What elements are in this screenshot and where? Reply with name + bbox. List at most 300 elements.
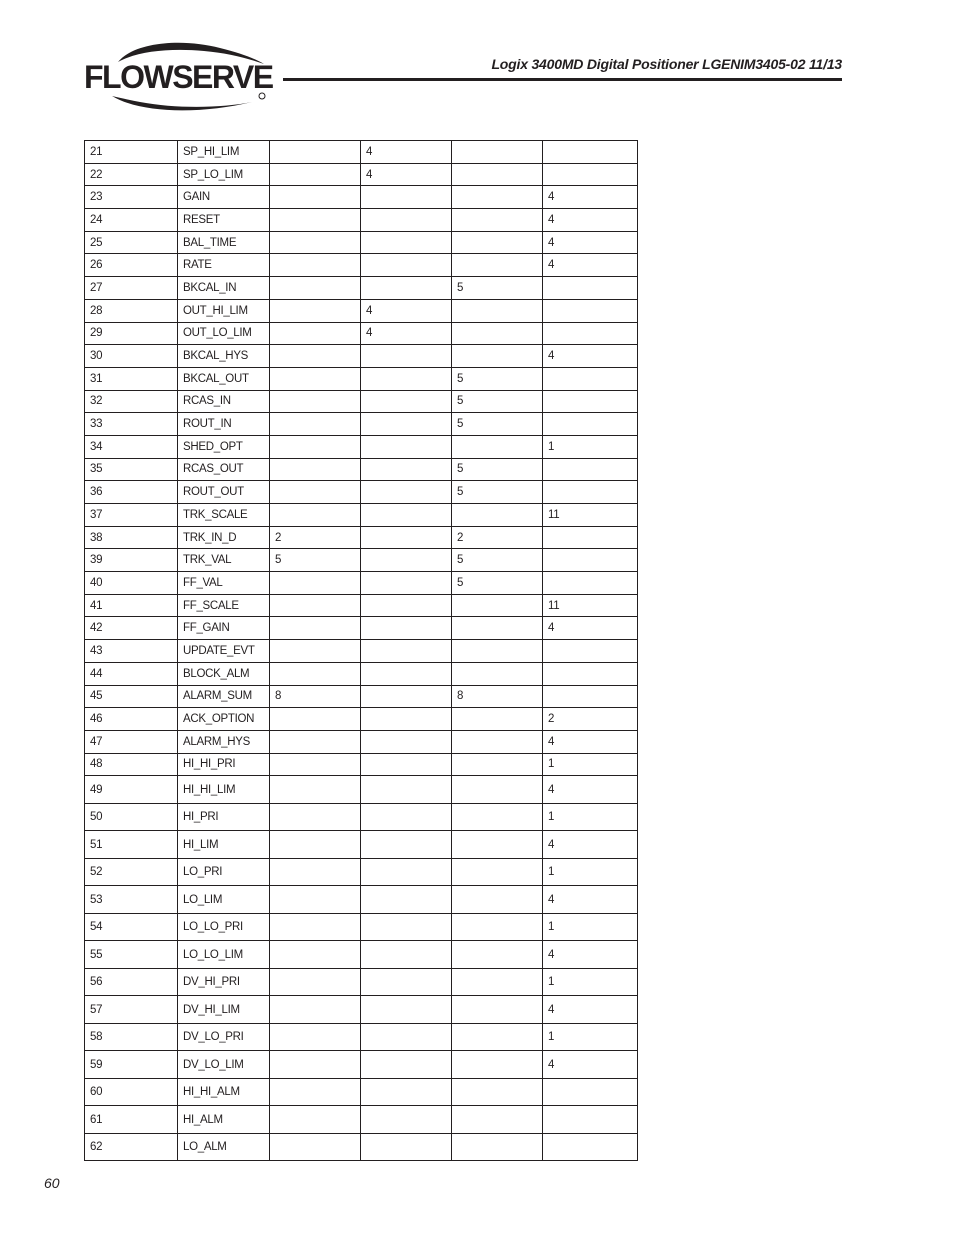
table-row — [85, 803, 638, 831]
view-3-cell — [452, 708, 543, 731]
view-1-cell — [270, 640, 361, 663]
view-3-cell — [452, 776, 543, 804]
view-3-cell: 5 — [452, 458, 543, 481]
view-1-cell — [270, 753, 361, 776]
parameter-name-cell: BKCAL_OUT — [178, 367, 270, 390]
view-1-cell — [270, 572, 361, 595]
index-cell: 60 — [85, 1078, 178, 1106]
view-3-cell — [452, 662, 543, 685]
view-4-cell: 1 — [543, 1023, 638, 1051]
view-2-cell — [361, 662, 452, 685]
index-cell: 29 — [85, 322, 178, 345]
parameter-name-cell: ALARM_HYS — [178, 730, 270, 753]
view-4-cell — [543, 685, 638, 708]
index-cell: 43 — [85, 640, 178, 663]
view-3-cell — [452, 730, 543, 753]
table-row — [85, 367, 638, 390]
view-4-cell — [543, 640, 638, 663]
view-1-cell — [270, 858, 361, 886]
view-2-cell — [361, 549, 452, 572]
view-4-cell: 4 — [543, 345, 638, 368]
view-1-cell — [270, 776, 361, 804]
view-2-cell — [361, 640, 452, 663]
view-3-cell — [452, 322, 543, 345]
view-2-cell — [361, 831, 452, 859]
index-cell: 53 — [85, 886, 178, 914]
view-4-cell — [543, 367, 638, 390]
view-2-cell — [361, 1051, 452, 1079]
view-2-cell: 4 — [361, 163, 452, 186]
parameter-name-cell: LO_LIM — [178, 886, 270, 914]
view-2-cell — [361, 254, 452, 277]
index-cell: 58 — [85, 1023, 178, 1051]
view-1-cell — [270, 458, 361, 481]
view-3-cell — [452, 1023, 543, 1051]
view-3-cell — [452, 1051, 543, 1079]
view-1-cell — [270, 941, 361, 969]
table-row — [85, 435, 638, 458]
view-3-cell — [452, 504, 543, 527]
view-4-cell: 4 — [543, 209, 638, 232]
index-cell: 54 — [85, 913, 178, 941]
parameter-name-cell: ROUT_OUT — [178, 481, 270, 504]
view-2-cell: 4 — [361, 299, 452, 322]
svg-text:FLOWSERVE: FLOWSERVE — [84, 59, 273, 95]
table-row — [85, 968, 638, 996]
parameter-name-cell: RATE — [178, 254, 270, 277]
parameter-name-cell: BLOCK_ALM — [178, 662, 270, 685]
table-row — [85, 886, 638, 914]
view-2-cell — [361, 1078, 452, 1106]
view-1-cell — [270, 413, 361, 436]
view-3-cell — [452, 141, 543, 164]
view-4-cell: 4 — [543, 941, 638, 969]
index-cell: 38 — [85, 526, 178, 549]
table-row — [85, 299, 638, 322]
parameter-name-cell: HI_ALM — [178, 1106, 270, 1134]
view-2-cell — [361, 526, 452, 549]
view-3-cell — [452, 617, 543, 640]
index-cell: 56 — [85, 968, 178, 996]
view-1-cell: 8 — [270, 685, 361, 708]
view-3-cell — [452, 435, 543, 458]
table-row — [85, 277, 638, 300]
view-4-cell: 1 — [543, 913, 638, 941]
table-row — [85, 209, 638, 232]
index-cell: 57 — [85, 996, 178, 1024]
view-2-cell — [361, 367, 452, 390]
parameter-name-cell: ROUT_IN — [178, 413, 270, 436]
table-row — [85, 776, 638, 804]
index-cell: 52 — [85, 858, 178, 886]
parameter-name-cell: OUT_LO_LIM — [178, 322, 270, 345]
view-2-cell — [361, 231, 452, 254]
view-4-cell: 1 — [543, 435, 638, 458]
view-4-cell: 4 — [543, 886, 638, 914]
view-2-cell — [361, 209, 452, 232]
view-1-cell — [270, 996, 361, 1024]
view-4-cell: 4 — [543, 186, 638, 209]
view-2-cell: 4 — [361, 322, 452, 345]
view-2-cell — [361, 413, 452, 436]
index-cell: 51 — [85, 831, 178, 859]
index-cell: 41 — [85, 594, 178, 617]
view-4-cell — [543, 481, 638, 504]
parameter-table-body — [85, 141, 638, 1161]
view-4-cell: 1 — [543, 968, 638, 996]
parameter-name-cell: LO_LO_LIM — [178, 941, 270, 969]
index-cell: 36 — [85, 481, 178, 504]
view-4-cell: 4 — [543, 231, 638, 254]
view-1-cell — [270, 231, 361, 254]
parameter-name-cell: RESET — [178, 209, 270, 232]
parameter-name-cell: DV_LO_PRI — [178, 1023, 270, 1051]
view-2-cell — [361, 776, 452, 804]
view-2-cell — [361, 277, 452, 300]
index-cell: 59 — [85, 1051, 178, 1079]
parameter-name-cell: HI_HI_ALM — [178, 1078, 270, 1106]
parameter-name-cell: HI_PRI — [178, 803, 270, 831]
index-cell: 49 — [85, 776, 178, 804]
view-3-cell: 5 — [452, 481, 543, 504]
view-2-cell — [361, 186, 452, 209]
index-cell: 34 — [85, 435, 178, 458]
page-number: 60 — [44, 1175, 60, 1191]
view-1-cell — [270, 186, 361, 209]
view-3-cell: 5 — [452, 413, 543, 436]
parameter-name-cell: ALARM_SUM — [178, 685, 270, 708]
view-2-cell — [361, 753, 452, 776]
view-1-cell — [270, 390, 361, 413]
table-row — [85, 858, 638, 886]
index-cell: 23 — [85, 186, 178, 209]
view-4-cell — [543, 322, 638, 345]
view-4-cell: 11 — [543, 594, 638, 617]
view-4-cell — [543, 413, 638, 436]
view-3-cell — [452, 640, 543, 663]
view-1-cell — [270, 831, 361, 859]
view-1-cell — [270, 803, 361, 831]
parameter-name-cell: LO_PRI — [178, 858, 270, 886]
view-4-cell: 4 — [543, 996, 638, 1024]
view-2-cell — [361, 458, 452, 481]
parameter-table — [84, 140, 638, 1161]
view-3-cell — [452, 753, 543, 776]
index-cell: 26 — [85, 254, 178, 277]
table-row — [85, 753, 638, 776]
view-1-cell — [270, 163, 361, 186]
table-row — [85, 730, 638, 753]
view-1-cell — [270, 1133, 361, 1161]
parameter-name-cell: DV_HI_PRI — [178, 968, 270, 996]
view-4-cell — [543, 277, 638, 300]
view-3-cell — [452, 1133, 543, 1161]
view-4-cell: 11 — [543, 504, 638, 527]
index-cell: 25 — [85, 231, 178, 254]
view-4-cell: 1 — [543, 753, 638, 776]
table-row — [85, 662, 638, 685]
view-3-cell: 5 — [452, 572, 543, 595]
parameter-name-cell: ACK_OPTION — [178, 708, 270, 731]
index-cell: 21 — [85, 141, 178, 164]
view-3-cell — [452, 186, 543, 209]
view-3-cell — [452, 886, 543, 914]
view-1-cell — [270, 1106, 361, 1134]
view-2-cell — [361, 1106, 452, 1134]
parameter-name-cell: DV_HI_LIM — [178, 996, 270, 1024]
view-1-cell: 5 — [270, 549, 361, 572]
view-2-cell: 4 — [361, 141, 452, 164]
table-row — [85, 1133, 638, 1161]
view-3-cell — [452, 209, 543, 232]
flowserve-logo — [82, 40, 274, 112]
view-3-cell: 5 — [452, 549, 543, 572]
index-cell: 32 — [85, 390, 178, 413]
table-row — [85, 1023, 638, 1051]
view-3-cell: 5 — [452, 390, 543, 413]
view-4-cell — [543, 549, 638, 572]
table-row — [85, 685, 638, 708]
parameter-name-cell: OUT_HI_LIM — [178, 299, 270, 322]
view-2-cell — [361, 390, 452, 413]
view-1-cell — [270, 913, 361, 941]
view-2-cell — [361, 968, 452, 996]
parameter-name-cell: BKCAL_IN — [178, 277, 270, 300]
parameter-name-cell: HI_LIM — [178, 831, 270, 859]
view-1-cell — [270, 662, 361, 685]
view-1-cell — [270, 968, 361, 996]
view-3-cell — [452, 968, 543, 996]
view-1-cell — [270, 345, 361, 368]
table-row — [85, 996, 638, 1024]
view-2-cell — [361, 858, 452, 886]
view-4-cell: 4 — [543, 1051, 638, 1079]
view-1-cell — [270, 141, 361, 164]
view-4-cell — [543, 662, 638, 685]
index-cell: 24 — [85, 209, 178, 232]
index-cell: 39 — [85, 549, 178, 572]
view-3-cell — [452, 254, 543, 277]
table-row — [85, 617, 638, 640]
table-row — [85, 640, 638, 663]
view-1-cell — [270, 617, 361, 640]
index-cell: 62 — [85, 1133, 178, 1161]
view-3-cell: 5 — [452, 277, 543, 300]
table-row — [85, 549, 638, 572]
parameter-name-cell: HI_HI_LIM — [178, 776, 270, 804]
index-cell: 37 — [85, 504, 178, 527]
view-1-cell — [270, 209, 361, 232]
view-4-cell — [543, 1078, 638, 1106]
parameter-name-cell: TRK_VAL — [178, 549, 270, 572]
index-cell: 35 — [85, 458, 178, 481]
view-3-cell — [452, 231, 543, 254]
view-3-cell — [452, 996, 543, 1024]
parameter-name-cell: FF_SCALE — [178, 594, 270, 617]
index-cell: 30 — [85, 345, 178, 368]
index-cell: 45 — [85, 685, 178, 708]
view-4-cell: 4 — [543, 776, 638, 804]
view-3-cell — [452, 594, 543, 617]
view-1-cell — [270, 481, 361, 504]
parameter-name-cell: FF_VAL — [178, 572, 270, 595]
view-4-cell — [543, 458, 638, 481]
view-1-cell — [270, 886, 361, 914]
parameter-name-cell: SP_HI_LIM — [178, 141, 270, 164]
parameter-name-cell: TRK_IN_D — [178, 526, 270, 549]
table-row — [85, 708, 638, 731]
index-cell: 50 — [85, 803, 178, 831]
table-row — [85, 913, 638, 941]
view-2-cell — [361, 730, 452, 753]
view-1-cell — [270, 708, 361, 731]
view-1-cell — [270, 435, 361, 458]
view-4-cell — [543, 163, 638, 186]
view-3-cell — [452, 163, 543, 186]
table-row — [85, 254, 638, 277]
parameter-name-cell: GAIN — [178, 186, 270, 209]
view-4-cell: 1 — [543, 803, 638, 831]
table-row — [85, 1051, 638, 1079]
table-row — [85, 504, 638, 527]
view-1-cell — [270, 277, 361, 300]
view-4-cell — [543, 390, 638, 413]
view-1-cell — [270, 367, 361, 390]
table-row — [85, 1078, 638, 1106]
parameter-name-cell: LO_LO_PRI — [178, 913, 270, 941]
index-cell: 48 — [85, 753, 178, 776]
view-3-cell — [452, 858, 543, 886]
table-row — [85, 526, 638, 549]
index-cell: 31 — [85, 367, 178, 390]
parameter-name-cell: SHED_OPT — [178, 435, 270, 458]
view-4-cell: 2 — [543, 708, 638, 731]
parameter-name-cell: TRK_SCALE — [178, 504, 270, 527]
view-1-cell — [270, 1078, 361, 1106]
index-cell: 61 — [85, 1106, 178, 1134]
view-1-cell — [270, 322, 361, 345]
view-3-cell — [452, 913, 543, 941]
view-2-cell — [361, 345, 452, 368]
view-2-cell — [361, 708, 452, 731]
parameter-name-cell: LO_ALM — [178, 1133, 270, 1161]
view-2-cell — [361, 617, 452, 640]
view-2-cell — [361, 685, 452, 708]
view-4-cell: 1 — [543, 858, 638, 886]
view-2-cell — [361, 481, 452, 504]
index-cell: 47 — [85, 730, 178, 753]
index-cell: 42 — [85, 617, 178, 640]
view-2-cell — [361, 504, 452, 527]
view-2-cell — [361, 1023, 452, 1051]
view-1-cell — [270, 594, 361, 617]
view-2-cell — [361, 803, 452, 831]
index-cell: 40 — [85, 572, 178, 595]
parameter-name-cell: UPDATE_EVT — [178, 640, 270, 663]
table-row — [85, 594, 638, 617]
view-3-cell — [452, 831, 543, 859]
view-2-cell — [361, 913, 452, 941]
index-cell: 27 — [85, 277, 178, 300]
view-2-cell — [361, 1133, 452, 1161]
view-4-cell — [543, 1133, 638, 1161]
view-4-cell: 4 — [543, 254, 638, 277]
index-cell: 28 — [85, 299, 178, 322]
view-4-cell: 4 — [543, 730, 638, 753]
document-title: Logix 3400MD Digital Positioner LGENIM3405-02 11/13 — [491, 56, 842, 72]
view-1-cell — [270, 730, 361, 753]
parameter-name-cell: DV_LO_LIM — [178, 1051, 270, 1079]
view-1-cell — [270, 1051, 361, 1079]
parameter-name-cell: HI_HI_PRI — [178, 753, 270, 776]
table-row — [85, 941, 638, 969]
view-4-cell: 4 — [543, 831, 638, 859]
view-3-cell — [452, 299, 543, 322]
view-4-cell — [543, 526, 638, 549]
index-cell: 55 — [85, 941, 178, 969]
view-4-cell — [543, 299, 638, 322]
view-3-cell — [452, 345, 543, 368]
view-2-cell — [361, 886, 452, 914]
view-3-cell: 8 — [452, 685, 543, 708]
view-3-cell — [452, 1078, 543, 1106]
view-1-cell — [270, 299, 361, 322]
index-cell: 46 — [85, 708, 178, 731]
parameter-name-cell: FF_GAIN — [178, 617, 270, 640]
index-cell: 33 — [85, 413, 178, 436]
parameter-name-cell: RCAS_IN — [178, 390, 270, 413]
table-row — [85, 163, 638, 186]
view-3-cell: 5 — [452, 367, 543, 390]
parameter-name-cell: RCAS_OUT — [178, 458, 270, 481]
view-3-cell — [452, 941, 543, 969]
view-2-cell — [361, 435, 452, 458]
table-row — [85, 141, 638, 164]
index-cell: 22 — [85, 163, 178, 186]
table-row — [85, 458, 638, 481]
table-row — [85, 481, 638, 504]
view-1-cell — [270, 1023, 361, 1051]
view-2-cell — [361, 594, 452, 617]
table-row — [85, 322, 638, 345]
table-row — [85, 186, 638, 209]
table-row — [85, 231, 638, 254]
parameter-name-cell: BAL_TIME — [178, 231, 270, 254]
header-rule — [283, 78, 842, 81]
view-4-cell — [543, 141, 638, 164]
view-2-cell — [361, 941, 452, 969]
table-row — [85, 390, 638, 413]
view-3-cell — [452, 803, 543, 831]
view-4-cell — [543, 572, 638, 595]
table-row — [85, 1106, 638, 1134]
view-3-cell: 2 — [452, 526, 543, 549]
parameter-name-cell: SP_LO_LIM — [178, 163, 270, 186]
view-1-cell: 2 — [270, 526, 361, 549]
view-2-cell — [361, 572, 452, 595]
view-4-cell — [543, 1106, 638, 1134]
parameter-name-cell: BKCAL_HYS — [178, 345, 270, 368]
table-row — [85, 572, 638, 595]
table-row — [85, 831, 638, 859]
view-1-cell — [270, 504, 361, 527]
view-2-cell — [361, 996, 452, 1024]
table-row — [85, 413, 638, 436]
index-cell: 44 — [85, 662, 178, 685]
view-3-cell — [452, 1106, 543, 1134]
table-row — [85, 345, 638, 368]
view-1-cell — [270, 254, 361, 277]
